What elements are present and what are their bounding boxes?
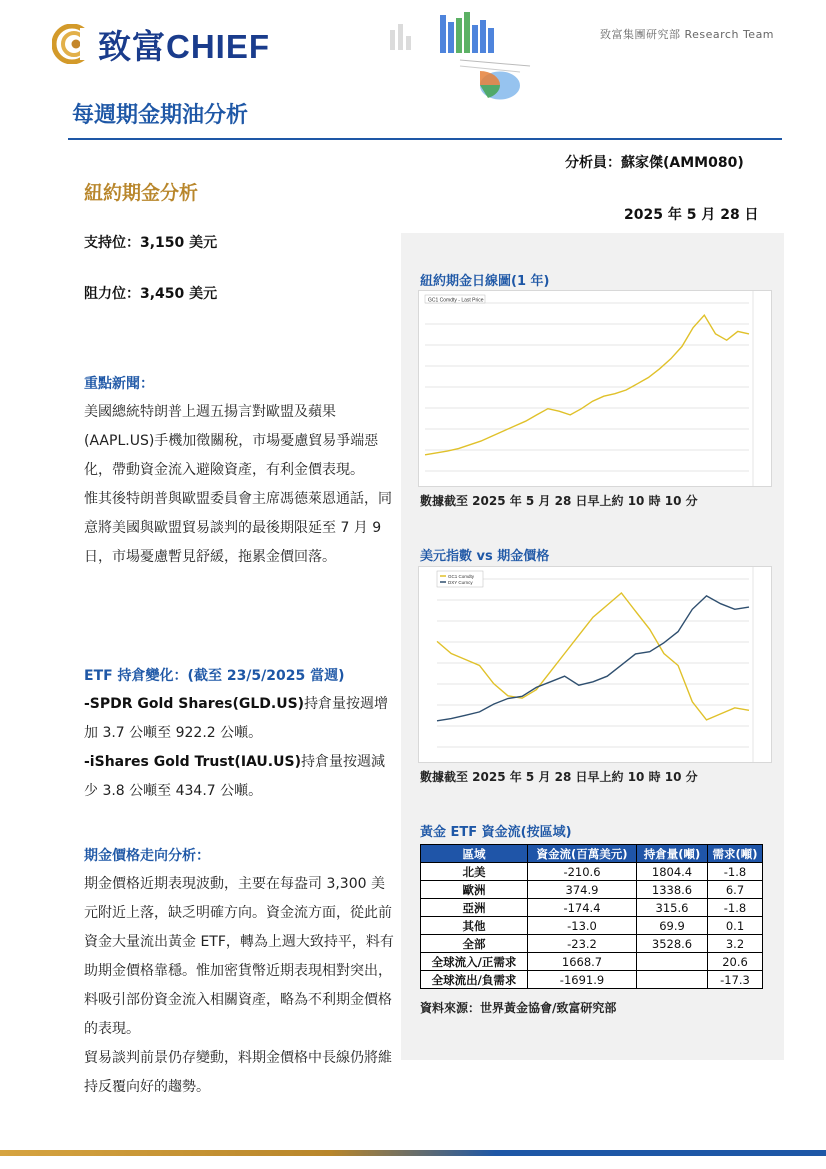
etf-heading: ETF 持倉變化：(截至 23/5/2025 當週)	[84, 668, 345, 684]
trend-paragraph-2: 貿易談判前景仍存變動，料期金價格中長線仍將維持反覆向好的趨勢。	[84, 1050, 392, 1095]
trend-body	[84, 870, 394, 1102]
legend-usd-label: DXY Curncy	[448, 580, 473, 585]
row-label: 北美	[421, 863, 528, 881]
table-cell: 315.6	[637, 899, 708, 917]
table-cell	[637, 971, 708, 989]
col-header: 持倉量(噸)	[637, 845, 708, 863]
table-row	[421, 917, 763, 935]
footer-bar	[0, 1150, 826, 1156]
table-row	[421, 953, 763, 971]
row-label: 歐洲	[421, 881, 528, 899]
table-cell: 3.2	[708, 935, 763, 953]
table-cell	[637, 953, 708, 971]
gold-price-line	[425, 315, 749, 455]
support-level: 支持位：3,150 美元	[84, 235, 218, 251]
chart2-title: 美元指數 vs 期金價格	[420, 549, 550, 564]
table-row	[421, 863, 763, 881]
table-cell: -174.4	[528, 899, 637, 917]
table-row	[421, 899, 763, 917]
usd-index-line	[437, 593, 749, 720]
row-label: 全球流出/負需求	[421, 971, 528, 989]
table-cell: 20.6	[708, 953, 763, 971]
table-cell: -1.8	[708, 863, 763, 881]
table-cell: -13.0	[528, 917, 637, 935]
gold-daily-chart	[418, 290, 772, 487]
chart1-title: 紐約期金日線圖(1 年)	[420, 274, 550, 289]
table-cell: -1691.9	[528, 971, 637, 989]
table-cell: 6.7	[708, 881, 763, 899]
gold-price-line	[437, 596, 749, 721]
table-cell: -1.8	[708, 899, 763, 917]
page-title: 每週期金期油分析	[72, 103, 249, 128]
row-label: 全球流入/正需求	[421, 953, 528, 971]
etf-flow-table	[420, 844, 763, 989]
row-label: 全部	[421, 935, 528, 953]
news-body	[84, 398, 394, 572]
table-cell: -210.6	[528, 863, 637, 881]
table-row	[421, 935, 763, 953]
trend-paragraph-1: 期金價格近期表現波動，主要在每盎司 3,300 美元附近上落，缺乏明確方向。資金流方面，從此前資金大量流出黃金 ETF，轉為上週大致持平，料有助期金價格靠穩。惟加密貨幣近期表現相對突出，料吸引部份資金流入相關資產，略為不利期金價格的表現。	[84, 876, 394, 1037]
table-source: 資料來源：世界黃金協會/致富研究部	[420, 1001, 617, 1015]
chart2-note: 數據截至 2025 年 5 月 28 日早上約 10 時 10 分	[420, 770, 698, 784]
table-title: 黃金 ETF 資金流(按區域)	[420, 825, 572, 840]
col-header: 資金流(百萬美元)	[528, 845, 637, 863]
logo-text: 致富CHIEF	[98, 27, 270, 65]
title-divider	[68, 138, 782, 140]
news-paragraph-1: 美國總統特朗普上週五揚言對歐盟及蘋果(AAPL.US)手機加徵關稅，市場憂慮貿易爭端惡化，帶動資金流入避險資產，有利金價表現。	[84, 404, 379, 478]
table-cell: -17.3	[708, 971, 763, 989]
company-logo	[52, 24, 270, 64]
table-row	[421, 881, 763, 899]
col-header: 區域	[421, 845, 528, 863]
usd-vs-gold-chart	[418, 566, 772, 763]
table-cell: 1804.4	[637, 863, 708, 881]
gold-daily-chart-svg	[419, 291, 771, 486]
col-header: 需求(噸)	[708, 845, 763, 863]
table-cell: 374.9	[528, 881, 637, 899]
etf-change: 持倉量按週減少 3.8 公噸至 434.7 公噸。	[84, 754, 385, 799]
row-label: 其他	[421, 917, 528, 935]
etf-change: 持倉量按週增加 3.7 公噸至 922.2 公噸。	[84, 696, 389, 741]
logo-swirl-icon	[52, 24, 92, 64]
research-team-label: 致富集團研究部 Research Team	[600, 28, 775, 41]
header-decoration	[330, 0, 630, 130]
chart1-note: 數據截至 2025 年 5 月 28 日早上約 10 時 10 分	[420, 494, 698, 508]
table-cell: 69.9	[637, 917, 708, 935]
table-header-row	[421, 845, 763, 863]
news-paragraph-2: 惟其後特朗普與歐盟委員會主席馮德萊恩通話，同意將美國與歐盟貿易談判的最後期限延至 7 月 9 日，市場憂慮暫見舒緩，拖累金價回落。	[84, 491, 392, 565]
etf-body	[84, 690, 394, 806]
legend-label: GC1 Comdty - Last Price	[428, 297, 484, 304]
etf-name: -SPDR Gold Shares(GLD.US)	[84, 696, 305, 712]
table-cell: 1668.7	[528, 953, 637, 971]
resistance-level: 阻力位：3,450 美元	[84, 286, 218, 302]
legend-gold-label: GC1 Comdty	[448, 574, 475, 579]
usd-vs-gold-chart-svg	[419, 567, 771, 762]
etf-name: -iShares Gold Trust(IAU.US)	[84, 754, 301, 770]
trend-heading: 期金價格走向分析：	[84, 848, 210, 864]
table-row	[421, 971, 763, 989]
news-heading: 重點新聞：	[84, 376, 154, 392]
table-cell: 3528.6	[637, 935, 708, 953]
table-cell: 1338.6	[637, 881, 708, 899]
etf-item	[84, 748, 394, 806]
table-cell: -23.2	[528, 935, 637, 953]
etf-item	[84, 690, 394, 748]
section-title: 紐約期金分析	[84, 182, 199, 204]
analyst-name: 分析員：蘇家傑(AMM080)	[565, 155, 744, 171]
report-date: 2025 年 5 月 28 日	[624, 207, 759, 223]
row-label: 亞洲	[421, 899, 528, 917]
table-cell: 0.1	[708, 917, 763, 935]
